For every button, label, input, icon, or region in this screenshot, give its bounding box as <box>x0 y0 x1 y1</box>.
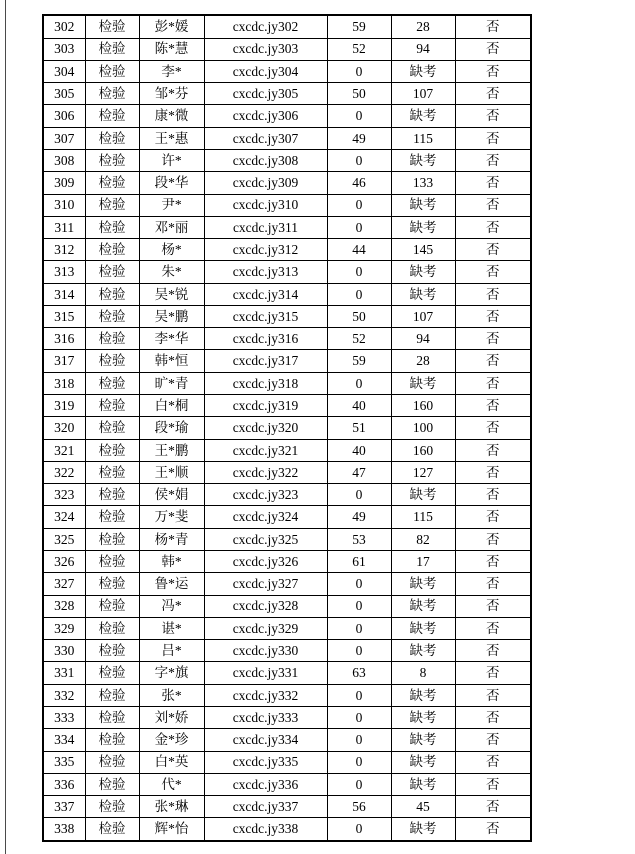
cell-score: 0 <box>327 105 391 127</box>
cell-score: 0 <box>327 261 391 283</box>
cell-category: 检验 <box>85 662 139 684</box>
cell-pass-flag: 否 <box>455 372 531 394</box>
cell-name: 段*华 <box>139 172 204 194</box>
cell-category: 检验 <box>85 83 139 105</box>
cell-score: 50 <box>327 305 391 327</box>
cell-name: 韩*恒 <box>139 350 204 372</box>
cell-score: 0 <box>327 283 391 305</box>
cell-rank: 缺考 <box>391 729 455 751</box>
cell-score: 0 <box>327 573 391 595</box>
cell-category: 检验 <box>85 551 139 573</box>
cell-account: cxcdc.jy316 <box>204 328 327 350</box>
cell-account: cxcdc.jy318 <box>204 372 327 394</box>
cell-account: cxcdc.jy320 <box>204 417 327 439</box>
cell-account: cxcdc.jy310 <box>204 194 327 216</box>
cell-name: 李* <box>139 60 204 82</box>
cell-score: 0 <box>327 372 391 394</box>
cell-category: 检验 <box>85 105 139 127</box>
cell-pass-flag: 否 <box>455 105 531 127</box>
cell-account: cxcdc.jy323 <box>204 484 327 506</box>
cell-rank: 缺考 <box>391 484 455 506</box>
cell-category: 检验 <box>85 328 139 350</box>
cell-pass-flag: 否 <box>455 38 531 60</box>
cell-pass-flag: 否 <box>455 417 531 439</box>
cell-rank: 缺考 <box>391 617 455 639</box>
table-row <box>43 729 531 751</box>
cell-seq: 330 <box>43 640 85 662</box>
cell-category: 检验 <box>85 773 139 795</box>
cell-seq: 316 <box>43 328 85 350</box>
exam-results-table <box>42 14 532 842</box>
cell-category: 检验 <box>85 283 139 305</box>
cell-rank: 缺考 <box>391 372 455 394</box>
cell-seq: 309 <box>43 172 85 194</box>
cell-score: 53 <box>327 528 391 550</box>
table-row <box>43 283 531 305</box>
cell-name: 康*微 <box>139 105 204 127</box>
cell-pass-flag: 否 <box>455 751 531 773</box>
cell-name: 王*顺 <box>139 461 204 483</box>
cell-seq: 315 <box>43 305 85 327</box>
cell-rank: 缺考 <box>391 194 455 216</box>
cell-score: 0 <box>327 484 391 506</box>
cell-name: 鲁*运 <box>139 573 204 595</box>
table-row <box>43 194 531 216</box>
table-row <box>43 662 531 684</box>
cell-pass-flag: 否 <box>455 60 531 82</box>
cell-pass-flag: 否 <box>455 684 531 706</box>
cell-pass-flag: 否 <box>455 528 531 550</box>
cell-pass-flag: 否 <box>455 773 531 795</box>
table-row <box>43 417 531 439</box>
cell-category: 检验 <box>85 439 139 461</box>
cell-category: 检验 <box>85 261 139 283</box>
cell-category: 检验 <box>85 484 139 506</box>
cell-account: cxcdc.jy337 <box>204 796 327 818</box>
cell-account: cxcdc.jy321 <box>204 439 327 461</box>
cell-seq: 337 <box>43 796 85 818</box>
cell-pass-flag: 否 <box>455 506 531 528</box>
cell-score: 0 <box>327 751 391 773</box>
cell-score: 40 <box>327 395 391 417</box>
table-row <box>43 773 531 795</box>
cell-pass-flag: 否 <box>455 283 531 305</box>
cell-score: 52 <box>327 328 391 350</box>
cell-seq: 332 <box>43 684 85 706</box>
cell-seq: 319 <box>43 395 85 417</box>
table-row <box>43 796 531 818</box>
table-row <box>43 461 531 483</box>
table-row <box>43 528 531 550</box>
cell-rank: 100 <box>391 417 455 439</box>
cell-score: 47 <box>327 461 391 483</box>
cell-account: cxcdc.jy328 <box>204 595 327 617</box>
cell-rank: 133 <box>391 172 455 194</box>
exam-results-table-body <box>43 15 531 841</box>
cell-seq: 311 <box>43 216 85 238</box>
cell-rank: 缺考 <box>391 105 455 127</box>
table-row <box>43 328 531 350</box>
cell-pass-flag: 否 <box>455 127 531 149</box>
cell-name: 张* <box>139 684 204 706</box>
cell-account: cxcdc.jy305 <box>204 83 327 105</box>
cell-pass-flag: 否 <box>455 328 531 350</box>
table-row <box>43 15 531 38</box>
cell-account: cxcdc.jy307 <box>204 127 327 149</box>
cell-pass-flag: 否 <box>455 15 531 38</box>
cell-score: 0 <box>327 818 391 841</box>
cell-name: 谌* <box>139 617 204 639</box>
cell-category: 检验 <box>85 684 139 706</box>
cell-score: 52 <box>327 38 391 60</box>
cell-name: 段*瑜 <box>139 417 204 439</box>
cell-seq: 334 <box>43 729 85 751</box>
cell-rank: 28 <box>391 15 455 38</box>
cell-rank: 缺考 <box>391 706 455 728</box>
cell-pass-flag: 否 <box>455 395 531 417</box>
cell-account: cxcdc.jy315 <box>204 305 327 327</box>
cell-score: 0 <box>327 773 391 795</box>
table-row <box>43 573 531 595</box>
cell-category: 检验 <box>85 573 139 595</box>
cell-score: 0 <box>327 194 391 216</box>
cell-rank: 缺考 <box>391 149 455 171</box>
cell-name: 吴*锐 <box>139 283 204 305</box>
cell-category: 检验 <box>85 729 139 751</box>
cell-score: 0 <box>327 640 391 662</box>
cell-seq: 327 <box>43 573 85 595</box>
cell-account: cxcdc.jy329 <box>204 617 327 639</box>
cell-score: 0 <box>327 706 391 728</box>
cell-seq: 326 <box>43 551 85 573</box>
cell-name: 辉*怡 <box>139 818 204 841</box>
cell-seq: 304 <box>43 60 85 82</box>
cell-pass-flag: 否 <box>455 573 531 595</box>
cell-score: 0 <box>327 617 391 639</box>
cell-pass-flag: 否 <box>455 261 531 283</box>
cell-pass-flag: 否 <box>455 194 531 216</box>
cell-pass-flag: 否 <box>455 350 531 372</box>
cell-category: 检验 <box>85 350 139 372</box>
table-row <box>43 395 531 417</box>
cell-rank: 160 <box>391 395 455 417</box>
cell-account: cxcdc.jy311 <box>204 216 327 238</box>
cell-pass-flag: 否 <box>455 617 531 639</box>
cell-pass-flag: 否 <box>455 149 531 171</box>
cell-pass-flag: 否 <box>455 239 531 261</box>
cell-name: 李*华 <box>139 328 204 350</box>
cell-seq: 318 <box>43 372 85 394</box>
table-row <box>43 261 531 283</box>
cell-seq: 306 <box>43 105 85 127</box>
cell-score: 50 <box>327 83 391 105</box>
table-row <box>43 239 531 261</box>
cell-pass-flag: 否 <box>455 640 531 662</box>
cell-rank: 缺考 <box>391 640 455 662</box>
cell-score: 59 <box>327 350 391 372</box>
cell-name: 字*旗 <box>139 662 204 684</box>
cell-name: 万*斐 <box>139 506 204 528</box>
cell-account: cxcdc.jy312 <box>204 239 327 261</box>
cell-seq: 302 <box>43 15 85 38</box>
cell-name: 杨* <box>139 239 204 261</box>
cell-account: cxcdc.jy333 <box>204 706 327 728</box>
cell-seq: 307 <box>43 127 85 149</box>
cell-category: 检验 <box>85 595 139 617</box>
cell-score: 49 <box>327 127 391 149</box>
cell-rank: 8 <box>391 662 455 684</box>
cell-rank: 缺考 <box>391 60 455 82</box>
cell-score: 40 <box>327 439 391 461</box>
cell-pass-flag: 否 <box>455 439 531 461</box>
cell-account: cxcdc.jy324 <box>204 506 327 528</box>
cell-name: 金*珍 <box>139 729 204 751</box>
cell-account: cxcdc.jy331 <box>204 662 327 684</box>
table-row <box>43 350 531 372</box>
table-row <box>43 83 531 105</box>
cell-category: 检验 <box>85 305 139 327</box>
cell-score: 46 <box>327 172 391 194</box>
cell-name: 朱* <box>139 261 204 283</box>
cell-account: cxcdc.jy326 <box>204 551 327 573</box>
cell-account: cxcdc.jy336 <box>204 773 327 795</box>
cell-seq: 324 <box>43 506 85 528</box>
cell-score: 61 <box>327 551 391 573</box>
cell-account: cxcdc.jy309 <box>204 172 327 194</box>
table-row <box>43 484 531 506</box>
cell-category: 检验 <box>85 818 139 841</box>
cell-score: 49 <box>327 506 391 528</box>
table-row <box>43 38 531 60</box>
cell-name: 冯* <box>139 595 204 617</box>
cell-pass-flag: 否 <box>455 83 531 105</box>
cell-seq: 317 <box>43 350 85 372</box>
cell-category: 检验 <box>85 417 139 439</box>
cell-score: 0 <box>327 684 391 706</box>
cell-name: 吴*鹏 <box>139 305 204 327</box>
cell-account: cxcdc.jy302 <box>204 15 327 38</box>
table-row <box>43 684 531 706</box>
cell-category: 检验 <box>85 172 139 194</box>
cell-name: 代* <box>139 773 204 795</box>
cell-seq: 335 <box>43 751 85 773</box>
cell-account: cxcdc.jy303 <box>204 38 327 60</box>
cell-category: 检验 <box>85 751 139 773</box>
cell-rank: 127 <box>391 461 455 483</box>
cell-name: 陈*慧 <box>139 38 204 60</box>
cell-score: 0 <box>327 216 391 238</box>
table-row <box>43 127 531 149</box>
cell-rank: 82 <box>391 528 455 550</box>
cell-category: 检验 <box>85 372 139 394</box>
cell-category: 检验 <box>85 528 139 550</box>
cell-account: cxcdc.jy306 <box>204 105 327 127</box>
table-row <box>43 640 531 662</box>
cell-seq: 322 <box>43 461 85 483</box>
table-row <box>43 60 531 82</box>
cell-pass-flag: 否 <box>455 551 531 573</box>
cell-rank: 缺考 <box>391 216 455 238</box>
cell-pass-flag: 否 <box>455 595 531 617</box>
cell-rank: 17 <box>391 551 455 573</box>
cell-category: 检验 <box>85 239 139 261</box>
cell-category: 检验 <box>85 149 139 171</box>
cell-seq: 310 <box>43 194 85 216</box>
cell-pass-flag: 否 <box>455 216 531 238</box>
cell-category: 检验 <box>85 15 139 38</box>
cell-category: 检验 <box>85 640 139 662</box>
cell-account: cxcdc.jy314 <box>204 283 327 305</box>
cell-seq: 303 <box>43 38 85 60</box>
cell-account: cxcdc.jy327 <box>204 573 327 595</box>
table-row <box>43 172 531 194</box>
cell-name: 旷*青 <box>139 372 204 394</box>
cell-name: 张*琳 <box>139 796 204 818</box>
cell-account: cxcdc.jy338 <box>204 818 327 841</box>
cell-score: 44 <box>327 239 391 261</box>
cell-category: 检验 <box>85 506 139 528</box>
cell-account: cxcdc.jy332 <box>204 684 327 706</box>
cell-name: 邓*丽 <box>139 216 204 238</box>
cell-account: cxcdc.jy304 <box>204 60 327 82</box>
cell-name: 刘*娇 <box>139 706 204 728</box>
cell-seq: 314 <box>43 283 85 305</box>
cell-category: 检验 <box>85 127 139 149</box>
cell-score: 0 <box>327 595 391 617</box>
cell-seq: 323 <box>43 484 85 506</box>
cell-rank: 107 <box>391 83 455 105</box>
cell-account: cxcdc.jy319 <box>204 395 327 417</box>
cell-pass-flag: 否 <box>455 818 531 841</box>
cell-seq: 328 <box>43 595 85 617</box>
table-row <box>43 595 531 617</box>
table-row <box>43 372 531 394</box>
cell-rank: 缺考 <box>391 818 455 841</box>
cell-account: cxcdc.jy313 <box>204 261 327 283</box>
table-row <box>43 751 531 773</box>
cell-score: 63 <box>327 662 391 684</box>
cell-score: 0 <box>327 729 391 751</box>
cell-seq: 331 <box>43 662 85 684</box>
cell-name: 王*鹏 <box>139 439 204 461</box>
cell-category: 检验 <box>85 796 139 818</box>
cell-name: 白*桐 <box>139 395 204 417</box>
cell-pass-flag: 否 <box>455 706 531 728</box>
cell-score: 51 <box>327 417 391 439</box>
cell-pass-flag: 否 <box>455 172 531 194</box>
cell-rank: 115 <box>391 506 455 528</box>
cell-rank: 缺考 <box>391 261 455 283</box>
cell-rank: 缺考 <box>391 684 455 706</box>
cell-rank: 115 <box>391 127 455 149</box>
cell-seq: 308 <box>43 149 85 171</box>
cell-category: 检验 <box>85 194 139 216</box>
cell-score: 0 <box>327 149 391 171</box>
cell-category: 检验 <box>85 38 139 60</box>
cell-name: 侯*娟 <box>139 484 204 506</box>
cell-pass-flag: 否 <box>455 484 531 506</box>
cell-rank: 缺考 <box>391 595 455 617</box>
cell-seq: 312 <box>43 239 85 261</box>
cell-name: 邹*芬 <box>139 83 204 105</box>
cell-rank: 缺考 <box>391 283 455 305</box>
table-row <box>43 506 531 528</box>
cell-rank: 28 <box>391 350 455 372</box>
cell-rank: 缺考 <box>391 573 455 595</box>
table-row <box>43 818 531 841</box>
cell-category: 检验 <box>85 395 139 417</box>
table-row <box>43 105 531 127</box>
cell-account: cxcdc.jy334 <box>204 729 327 751</box>
table-row <box>43 216 531 238</box>
table-row <box>43 617 531 639</box>
cell-category: 检验 <box>85 60 139 82</box>
cell-name: 吕* <box>139 640 204 662</box>
cell-account: cxcdc.jy317 <box>204 350 327 372</box>
cell-account: cxcdc.jy330 <box>204 640 327 662</box>
table-row <box>43 149 531 171</box>
cell-category: 检验 <box>85 216 139 238</box>
cell-rank: 107 <box>391 305 455 327</box>
cell-rank: 94 <box>391 38 455 60</box>
cell-seq: 313 <box>43 261 85 283</box>
cell-score: 0 <box>327 60 391 82</box>
cell-name: 杨*青 <box>139 528 204 550</box>
cell-category: 检验 <box>85 706 139 728</box>
cell-account: cxcdc.jy308 <box>204 149 327 171</box>
cell-rank: 160 <box>391 439 455 461</box>
cell-seq: 320 <box>43 417 85 439</box>
cell-seq: 333 <box>43 706 85 728</box>
page-border-line <box>5 0 6 854</box>
cell-name: 彭*媛 <box>139 15 204 38</box>
cell-pass-flag: 否 <box>455 461 531 483</box>
cell-seq: 336 <box>43 773 85 795</box>
cell-rank: 缺考 <box>391 751 455 773</box>
cell-score: 59 <box>327 15 391 38</box>
cell-rank: 45 <box>391 796 455 818</box>
cell-pass-flag: 否 <box>455 305 531 327</box>
cell-name: 尹* <box>139 194 204 216</box>
cell-rank: 94 <box>391 328 455 350</box>
cell-name: 韩* <box>139 551 204 573</box>
cell-pass-flag: 否 <box>455 796 531 818</box>
cell-account: cxcdc.jy335 <box>204 751 327 773</box>
cell-score: 56 <box>327 796 391 818</box>
cell-category: 检验 <box>85 617 139 639</box>
cell-account: cxcdc.jy325 <box>204 528 327 550</box>
cell-pass-flag: 否 <box>455 729 531 751</box>
cell-name: 许* <box>139 149 204 171</box>
table-row <box>43 706 531 728</box>
cell-seq: 305 <box>43 83 85 105</box>
cell-pass-flag: 否 <box>455 662 531 684</box>
cell-seq: 325 <box>43 528 85 550</box>
cell-name: 王*惠 <box>139 127 204 149</box>
cell-rank: 145 <box>391 239 455 261</box>
cell-seq: 329 <box>43 617 85 639</box>
cell-seq: 321 <box>43 439 85 461</box>
table-row <box>43 551 531 573</box>
cell-category: 检验 <box>85 461 139 483</box>
table-row <box>43 439 531 461</box>
cell-name: 白*英 <box>139 751 204 773</box>
table-row <box>43 305 531 327</box>
cell-seq: 338 <box>43 818 85 841</box>
cell-rank: 缺考 <box>391 773 455 795</box>
cell-account: cxcdc.jy322 <box>204 461 327 483</box>
